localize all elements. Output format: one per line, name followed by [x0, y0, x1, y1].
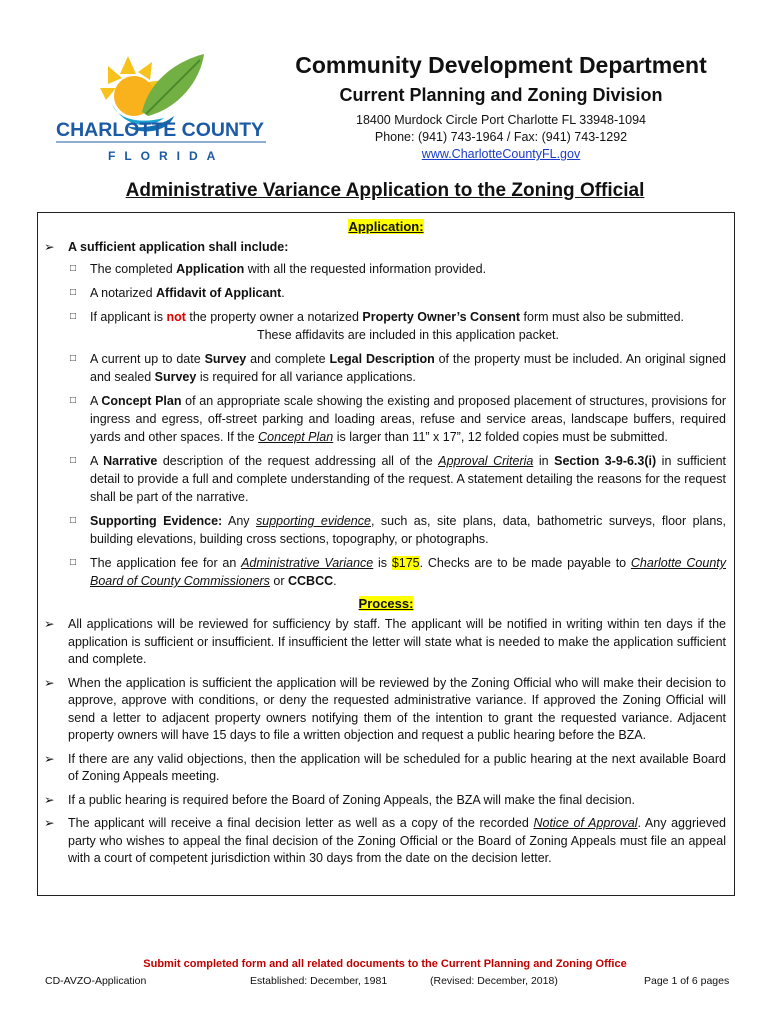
requirements-list: [38, 260, 734, 590]
department-title: Community Development Department: [295, 52, 707, 78]
arrow-bullet-icon: ➢: [44, 617, 55, 631]
checkbox-icon[interactable]: □: [70, 515, 77, 526]
list-item: □ The completed Application with all the requested information provided.: [70, 262, 487, 276]
page-title: Administrative Variance Application to the Zoning Official: [125, 180, 645, 201]
checkbox-icon[interactable]: □: [70, 455, 77, 466]
fee-amount: $175: [391, 556, 420, 570]
list-item: □ A current up to date Survey and complete Legal Description of the property must be included. An original signed and sealed Survey is required for all variance applications.: [70, 352, 726, 384]
header-block: [270, 50, 732, 163]
list-item: □ The application fee for an Administrative Variance is $175. Checks are to be made payable to Charlotte County Board of County Commissioners or CCBCC.: [70, 556, 727, 588]
address: 18400 Murdock Circle Port Charlotte FL 33948-1094: [356, 113, 646, 127]
checkbox-icon[interactable]: □: [70, 287, 77, 298]
list-item: □ A Concept Plan of an appropriate scale showing the existing and proposed placement of structures, provisions for ingress and egress, off-street parking and loading areas, refuse and service areas, landscape buffers, required yards and other spaces. If the Concept Plan is larger than 11” x 17”, 12 folded copies must be submitted.: [70, 394, 727, 444]
checkbox-icon[interactable]: □: [70, 395, 77, 406]
website-link[interactable]: www.CharlotteCountyFL.gov: [421, 147, 581, 161]
checkbox-icon[interactable]: □: [70, 311, 77, 322]
arrow-bullet-icon: ➢: [44, 240, 55, 254]
list-item: □ A notarized Affidavit of Applicant.: [70, 286, 285, 300]
svg-text:CHARLOTTE COUNTY: CHARLOTTE COUNTY: [56, 119, 264, 141]
established-date: Established: December, 1981: [250, 975, 388, 987]
list-item: ➢ If there are any valid objections, then the application will be scheduled for a public hearing at the next available Board of Zoning Appeals meeting.: [44, 751, 726, 783]
arrow-bullet-icon: ➢: [44, 751, 55, 766]
charlotte-county-logo: [56, 44, 270, 166]
svg-text:FLORIDA: FLORIDA: [108, 149, 225, 163]
arrow-bullet-icon: ➢: [44, 792, 55, 807]
process-heading: Process:: [358, 596, 414, 611]
revised-date: (Revised: December, 2018): [430, 975, 558, 987]
form-id: CD-AVZO-Application: [45, 975, 147, 987]
arrow-bullet-icon: ➢: [44, 675, 55, 690]
list-item: ➢ When the application is sufficient the application will be reviewed by the Zoning Official who will make their decision to approve, approve with conditions, or deny the requested administrative variance. If approved the Zoning Official will send a letter to adjacent property owners notifying them of the intention to grant the requested variance. Adjacent property owners will have 15 days to file a written objection and request a public hearing before the BZA.: [44, 675, 726, 742]
list-item: □ A Narrative description of the request addressing all of the Approval Criteria in Section 3-9-6.3(i) in sufficient detail to provide a full and complete understanding of the request. A statement detailing the reasons for the request shall be part of the narrative.: [70, 454, 727, 504]
application-box: [37, 212, 735, 896]
phone-fax: Phone: (941) 743-1964 / Fax: (941) 743-1292: [374, 130, 628, 144]
division-title: Current Planning and Zoning Division: [339, 85, 663, 105]
page-number: Page 1 of 6 pages: [644, 975, 730, 987]
list-item: □ Supporting Evidence: Any supporting evidence, such as, site plans, data, bathometric surveys, floor plans, building elevations, building cross sections, topography, or photographs.: [70, 514, 727, 546]
list-item: ➢ All applications will be reviewed for sufficiency by staff. The applicant will be notified in writing within ten days if the application is sufficient or insufficient. If insufficient the letter will state what is needed to make the application sufficient and complete.: [44, 617, 726, 666]
affidavit-note: These affidavits are included in this application packet.: [256, 328, 560, 342]
application-intro: ➢ A sufficient application shall include:: [44, 240, 289, 254]
list-item: ➢ If a public hearing is required before the Board of Zoning Appeals, the BZA will make the final decision.: [38, 792, 734, 810]
process-list: [38, 616, 734, 868]
submission-notice: Submit completed form and all related documents to the Current Planning and Zoning Office: [143, 958, 627, 970]
list-item: □ If applicant is not the property owner a notarized Property Owner’s Consent form must also be submitted. These affidavits are included in this application packet.: [38, 308, 734, 344]
checkbox-icon[interactable]: □: [70, 263, 77, 274]
application-heading: Application:: [348, 219, 424, 234]
checkbox-icon[interactable]: □: [70, 353, 77, 364]
arrow-bullet-icon: ➢: [44, 816, 55, 830]
list-item: ➢ The applicant will receive a final decision letter as well as a copy of the recorded Notice of Approval. Any aggrieved party who wishes to appeal the final decision of the Zoning Official or the Board of Zoning Appeals must file an appeal with a court of competent jurisdiction within 30 days from the date on the decision letter.: [44, 816, 726, 865]
checkbox-icon[interactable]: □: [70, 557, 77, 568]
